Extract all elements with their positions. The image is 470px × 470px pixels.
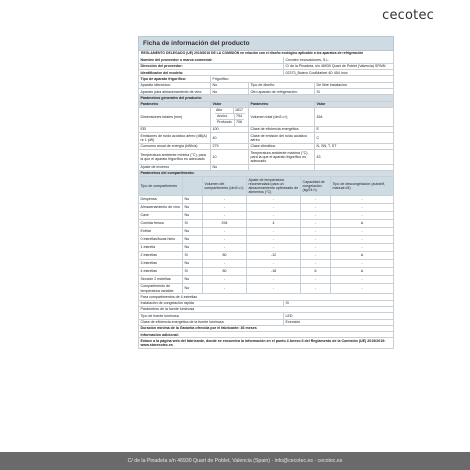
- compartment-temperature: -: [247, 204, 301, 211]
- compartment-temperature: -: [247, 260, 301, 267]
- compartment-volume: 294: [203, 220, 247, 227]
- compartment-defrost-type: A: [360, 269, 364, 274]
- compartment-present: Sí: [183, 268, 203, 275]
- header-cell: Capacidad de congelación (kg/24 h): [301, 177, 331, 195]
- additional-text-row: [138, 338, 394, 348]
- four-star-label: Para compartimentos de 4 estrellas: [140, 294, 198, 299]
- compartment-temperature: -: [247, 228, 301, 235]
- compartment-row: [138, 228, 394, 236]
- dimension-name: Ancho: [216, 114, 235, 119]
- type-key: Otro aparato de refrigeración:: [249, 89, 315, 94]
- compartment-temperature: -: [247, 236, 301, 243]
- compartment-volume: -: [203, 276, 247, 283]
- header-cell: Valor: [316, 102, 326, 107]
- compartment-freezing-capacity: -: [301, 204, 331, 211]
- compartment-defrost-type: -: [361, 245, 363, 250]
- supplier-address-value: C/ de la Pinadeta, s/n 46930 Quart de Poblet (Valencia) SPAIN: [285, 64, 386, 69]
- compartment-defrost-type: -: [361, 237, 363, 242]
- header-cell: Valor: [211, 102, 249, 107]
- light-section-label: Parámetros de la fuente luminosa: [140, 307, 195, 312]
- compartment-volume: -: [203, 284, 247, 293]
- param-key: EEI: [139, 127, 211, 132]
- compartment-type: 4 estrellas: [139, 268, 183, 275]
- compartment-freezing-capacity: -: [301, 228, 331, 235]
- param-value: N, SN, T, ST: [316, 144, 337, 149]
- compartment-row: [138, 260, 394, 268]
- compartment-type: Almacenamiento de vino: [139, 204, 183, 211]
- total-volume-label: Volumen total (dm3 o l): [249, 108, 315, 126]
- footer-text: C/ de la Pinadeta s/n 46930 Quart de Poblet, Valencia (Spain) · info@cecotec.es · cecotec.es: [127, 458, 343, 464]
- general-row: [138, 133, 394, 143]
- total-volume-value: 454: [316, 114, 323, 119]
- param-key: Ajuste de invierno: [139, 165, 211, 170]
- compartment-temperature: 4: [247, 220, 301, 227]
- compartment-type: Despensa: [139, 196, 183, 203]
- compartment-type: 2 estrellas: [139, 252, 183, 259]
- compartment-temperature: -18: [247, 268, 301, 275]
- param-value: 43: [316, 154, 321, 159]
- compartment-type: Cave: [139, 212, 183, 219]
- type-key: Aparato silencioso:: [139, 83, 211, 88]
- compartment-defrost-type: A: [360, 253, 364, 258]
- dimension-name: Alto: [215, 108, 234, 113]
- header-cell: Ajuste de temperatura recomendado para un almacenamiento optimizado de alimentos (°C): [247, 177, 301, 195]
- compartment-freezing-capacity: -: [301, 260, 331, 267]
- model-id-value: 02373_Bolero CoolMarket 4D 454 Inox: [285, 70, 348, 75]
- compartment-defrost-type: -: [361, 205, 363, 210]
- compartment-type: Sección 2 estrellas: [139, 276, 183, 283]
- supplier-name-value: Cecotec Innovaciones, S.L.: [285, 57, 330, 62]
- compartment-present: No: [183, 276, 203, 283]
- light-value: Exención: [285, 320, 301, 325]
- compartment-defrost-type: -: [361, 261, 363, 266]
- appliance-type-label: Tipo de aparato frigorífico:: [139, 76, 211, 81]
- compartment-freezing-capacity: -: [301, 236, 331, 243]
- appliance-type-value: Frigorífico: [212, 76, 229, 81]
- compartment-freezing-capacity: -: [301, 276, 331, 283]
- type-key: Aparato para almacenamiento de vino:: [139, 89, 211, 94]
- supplier-name-label: Nombre del proveedor o marca comercial:: [139, 57, 284, 62]
- compartment-freezing-capacity: -: [301, 212, 331, 219]
- param-key: Clase de emisión del ruido acústico aéreo: [249, 133, 315, 142]
- light-value: LED: [285, 313, 293, 318]
- compartment-defrost-type: A: [360, 221, 364, 226]
- compartment-present: No: [183, 204, 203, 211]
- compartment-present: No: [183, 284, 203, 293]
- compartment-volume: -: [203, 212, 247, 219]
- param-value: 10: [211, 150, 249, 164]
- compartment-defrost-type: -: [361, 197, 363, 202]
- compartment-temperature: -: [247, 244, 301, 251]
- compartment-present: No: [183, 236, 203, 243]
- param-key: Clase climática:: [249, 144, 315, 149]
- compartment-defrost-type: -: [361, 213, 363, 218]
- dimension-value: 706: [236, 120, 242, 125]
- compartment-present: Sí: [183, 252, 203, 259]
- compartment-present: No: [183, 196, 203, 203]
- param-value: No: [211, 165, 249, 170]
- brand-logo: cecotec: [382, 8, 434, 23]
- param-key: Temperatura ambiente máxima (°C), para la que el aparato frigorífico es adecuado: [249, 150, 315, 164]
- header-cell: Tipo de compartimento: [139, 177, 183, 195]
- compartment-type: Comida fresca: [139, 220, 183, 227]
- sheet-title: Ficha de información del producto: [138, 36, 394, 51]
- param-value: E: [316, 127, 319, 132]
- compartment-row: [138, 220, 394, 228]
- param-value: 279: [211, 144, 249, 149]
- dimensions-values: [211, 108, 249, 126]
- compartment-present: No: [183, 228, 203, 235]
- light-key: Tipo de fuente luminosa: [139, 313, 284, 318]
- compartment-row: [138, 212, 394, 220]
- compartment-present: No: [183, 244, 203, 251]
- compartment-volume: 80: [203, 252, 247, 259]
- compartment-freezing-capacity: -: [301, 196, 331, 203]
- header-cell: Parámetro: [139, 102, 211, 107]
- compartment-type: 1 estrella: [139, 244, 183, 251]
- compartment-row: [138, 276, 394, 284]
- compartment-present: No: [183, 260, 203, 267]
- compartment-defrost-type: -: [361, 229, 363, 234]
- compartment-type: Enfriar: [139, 228, 183, 235]
- type-key: Tipo de diseño:: [249, 83, 315, 88]
- param-key: Emisiones de ruido acústico aéreo (dB(A) re 1 pW): [139, 133, 211, 142]
- type-value: No: [211, 83, 249, 88]
- param-value: 100: [211, 127, 249, 132]
- param-key: Consumo anual de energía (kWh/a): [139, 144, 211, 149]
- additional-label: Información adicional:: [140, 332, 179, 337]
- compartment-volume: -: [203, 204, 247, 211]
- additional-text: Enlace a la página web del fabricante, donde se encuentra la información en el punto 4 Anexo II del Reglamento de la Comisión (UE) 2019/2019: www.storecotec.es: [140, 339, 386, 348]
- compartment-present: Sí: [183, 220, 203, 227]
- regulation-text: REGLAMENTO DELEGADO (UE) 2019/2016 DE LA COMISIÓN en relación con el diseño ecológico aplicable a los aparatos de refrigeración: [138, 51, 394, 57]
- param-key: Temperatura ambiente mínima (°C), para la que el aparato frigorífico es adecuado: [139, 150, 211, 164]
- type-value: De libre instalación: [316, 83, 347, 88]
- param-key: Clase de eficiencia energética: [249, 127, 315, 132]
- warranty-text: Duración mínima de la Garantía ofrecida por el fabricante: 36 meses: [140, 326, 257, 331]
- dimensions-row: [138, 108, 394, 127]
- dimension-value: 794: [236, 114, 242, 119]
- compartment-defrost-type: -: [361, 277, 363, 282]
- compartment-freezing-capacity: -: [301, 244, 331, 251]
- compartment-temperature: -12: [247, 252, 301, 259]
- compartment-section-label: Parámetros del compartimento:: [139, 171, 393, 176]
- compartment-volume: -: [203, 228, 247, 235]
- type-value: Sí: [316, 89, 320, 94]
- compartment-header-row: [138, 177, 394, 196]
- compartment-row: [138, 236, 394, 244]
- compartment-row: [138, 244, 394, 252]
- compartment-row: [138, 284, 394, 294]
- compartment-rows: [138, 196, 394, 294]
- dimension-name: Profundo: [216, 120, 235, 126]
- dimensions-label: Dimensiones totales (mm): [139, 108, 211, 126]
- supplier-address-label: Dirección del proveedor:: [139, 64, 284, 69]
- compartment-volume: -: [203, 196, 247, 203]
- general-section-label: Parámetros generales del producto:: [139, 95, 393, 100]
- compartment-row: [138, 196, 394, 204]
- compartment-freezing-capacity: 6: [301, 268, 331, 275]
- compartment-temperature: -: [247, 212, 301, 219]
- param-key: [249, 165, 315, 170]
- header-cell: Tipo de descongelación (autoinfl, manual=M): [332, 181, 386, 190]
- header-cell: Parámetro: [249, 102, 315, 107]
- param-value: C: [316, 135, 320, 140]
- type-value: No: [211, 89, 249, 94]
- header-cell: [183, 177, 203, 195]
- compartment-freezing-capacity: -: [301, 252, 331, 259]
- param-value: 40: [211, 133, 249, 142]
- compartment-row: [138, 252, 394, 260]
- compartment-row: [138, 204, 394, 212]
- compartment-volume: -: [203, 244, 247, 251]
- compartment-freezing-capacity: -: [301, 284, 331, 293]
- product-information-sheet: [138, 36, 394, 349]
- compartment-type: 3 estrellas: [139, 260, 183, 267]
- compartment-temperature: -: [247, 196, 301, 203]
- compartment-volume: -: [203, 260, 247, 267]
- compartment-temperature: -: [247, 284, 301, 293]
- compartment-present: No: [183, 212, 203, 219]
- compartment-type: 0 estrellas/fucas hielo: [139, 236, 183, 243]
- compartment-temperature: -: [247, 276, 301, 283]
- header-cell: Volumen del compartimento (dm3 o l): [203, 177, 247, 195]
- footer-bar: [0, 452, 470, 470]
- compartment-volume: 80: [203, 268, 247, 275]
- model-id-label: Identificador del modelo:: [139, 70, 284, 75]
- compartment-row: [138, 268, 394, 276]
- dimension-value: 1817: [235, 108, 243, 113]
- light-key: Clase de eficiencia energética de la fuente luminosa: [139, 320, 284, 325]
- compartment-freezing-capacity: -: [301, 220, 331, 227]
- param-value: [315, 165, 393, 170]
- compartment-type: Compartimento de temperatura variable: [139, 284, 183, 293]
- general-row: [138, 150, 394, 165]
- compartment-defrost-type: -: [361, 286, 363, 291]
- rapid-freeze-label: Instalación de congelación rápida: [139, 301, 284, 306]
- rapid-freeze-value: Sí: [285, 301, 289, 306]
- compartment-volume: -: [203, 236, 247, 243]
